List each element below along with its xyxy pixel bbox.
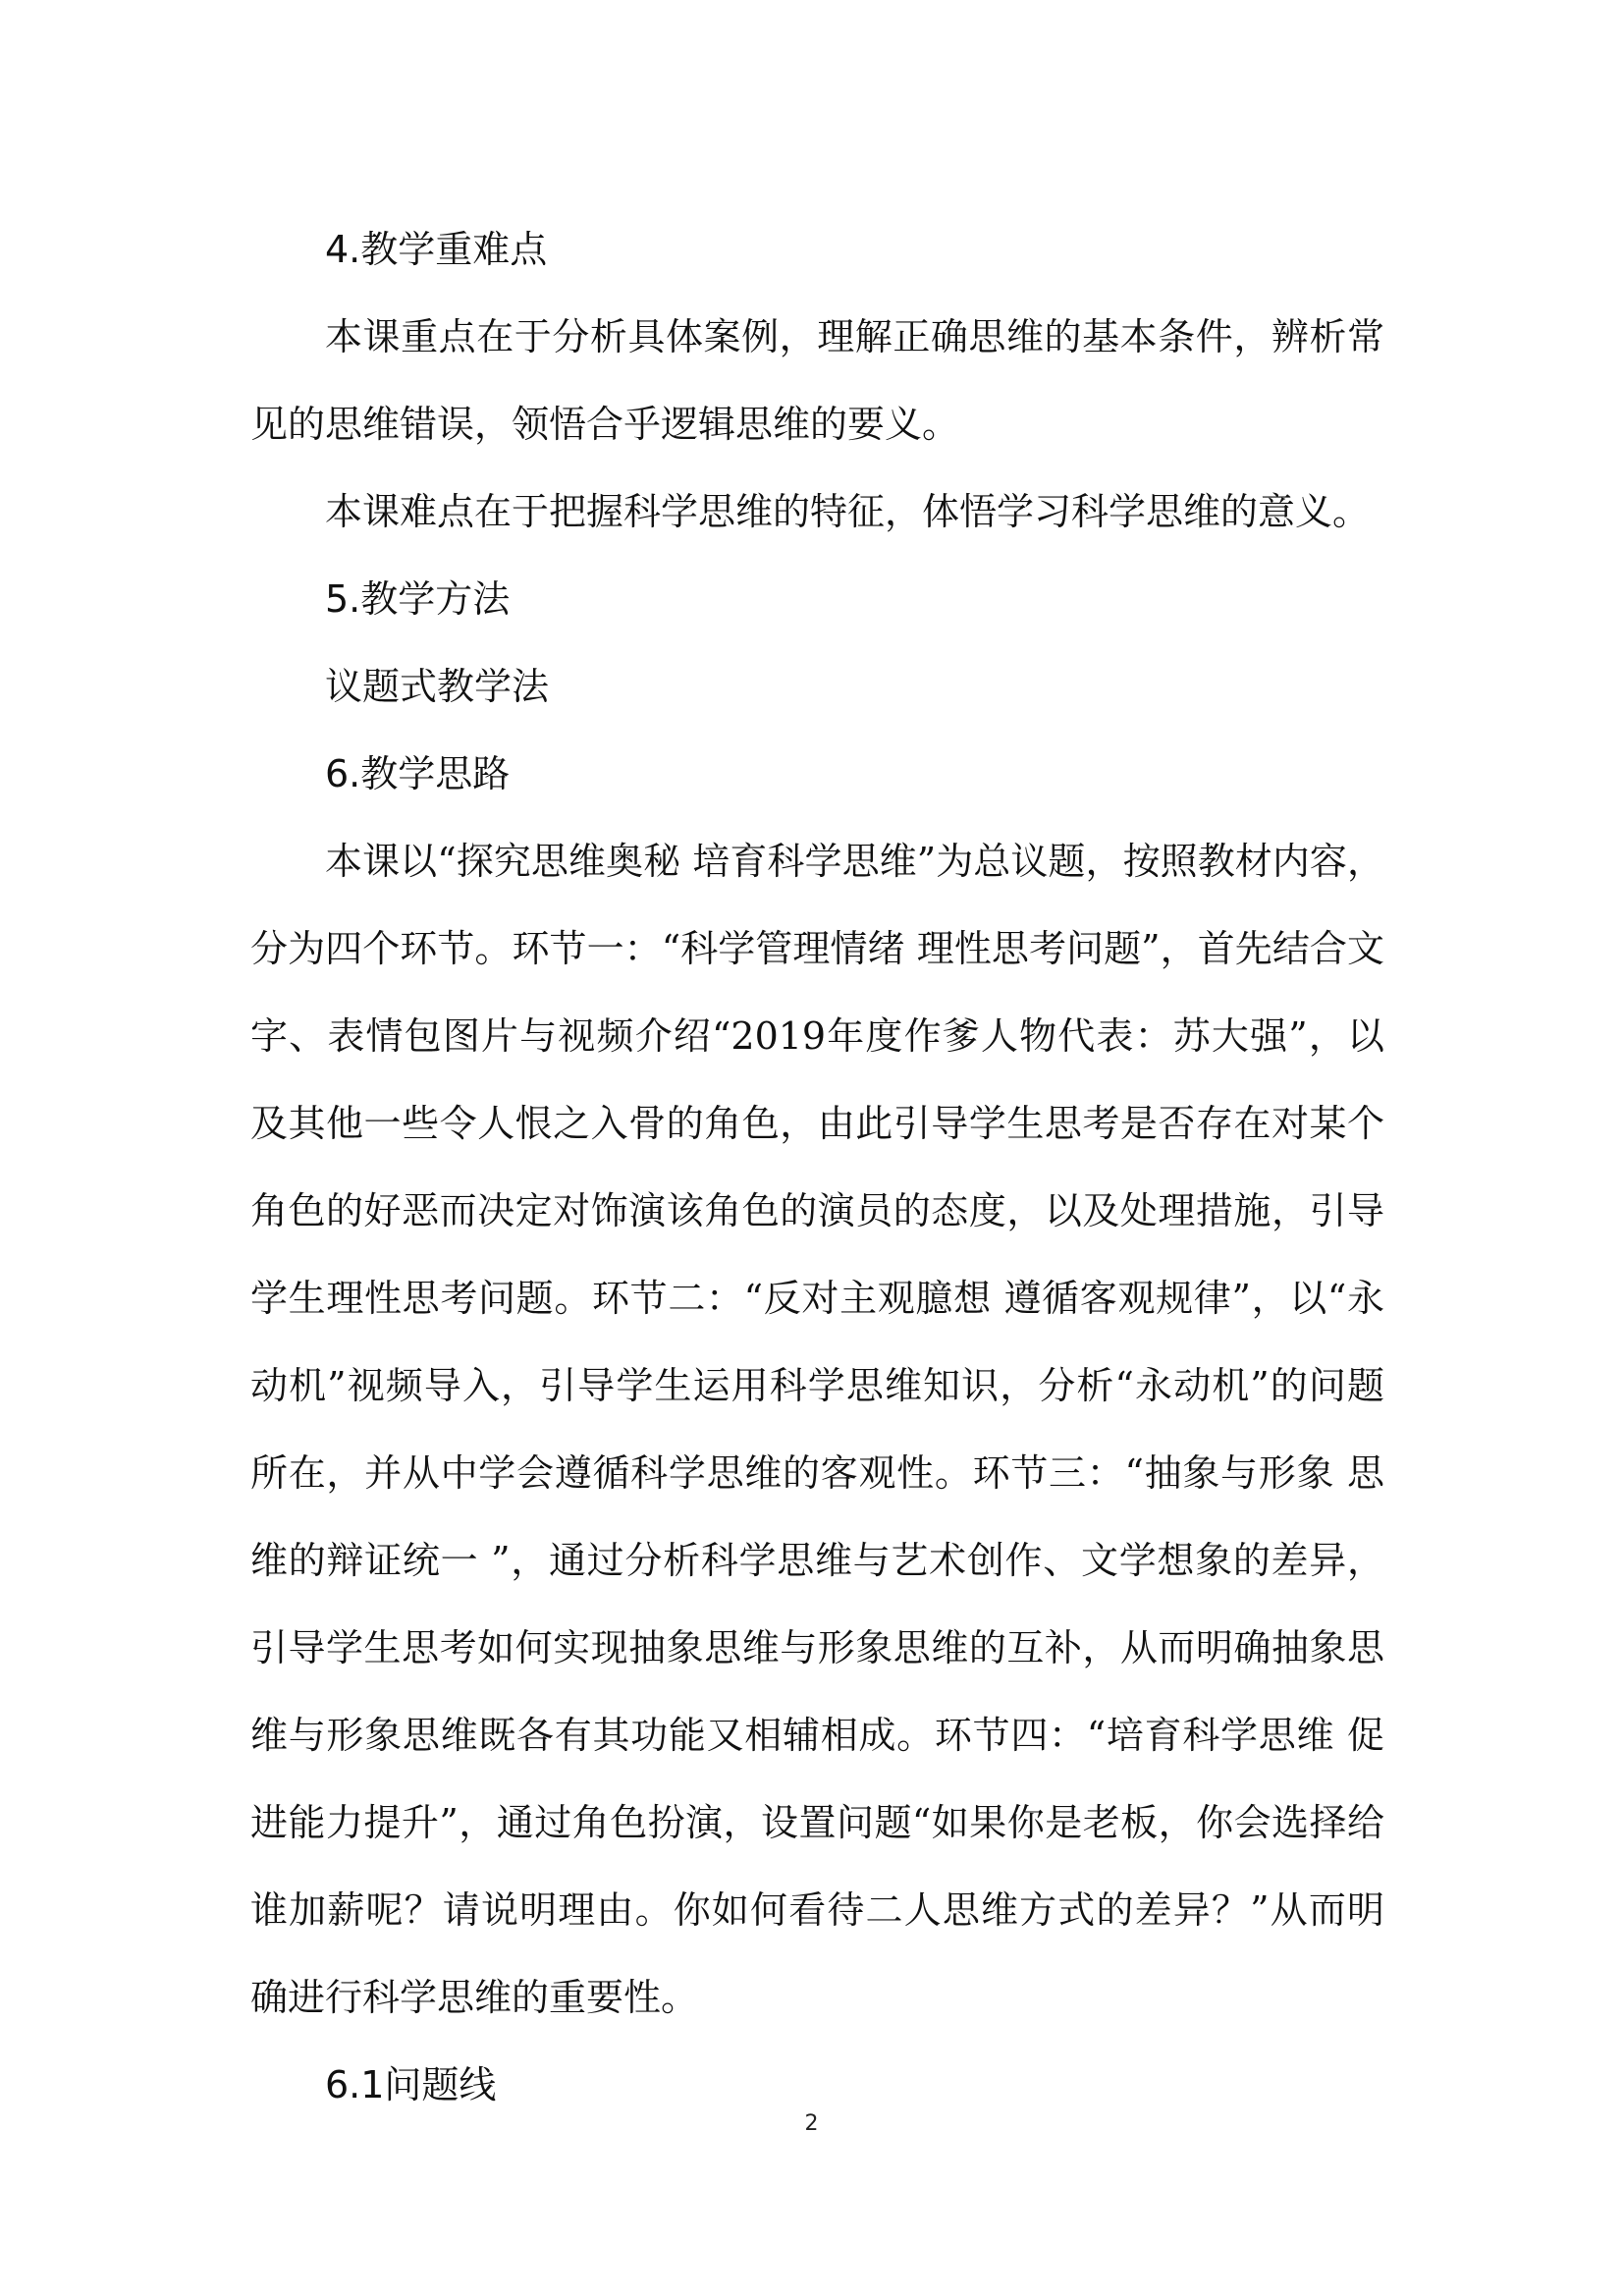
page-content bbox=[250, 206, 1384, 2129]
section-heading-key-points: 4.教学重难点 bbox=[325, 228, 548, 271]
difficult-points-paragraph: 本课难点在于把握科学思维的特征，体悟学习科学思维的意义。 bbox=[325, 490, 1371, 533]
key-points-paragraph: 本课重点在于分析具体案例，理解正确思维的基本条件，辨析常见的思维错误，领悟合乎逻辑思维的要义。 bbox=[250, 315, 1384, 446]
section-heading-question-line: 6.1问题线 bbox=[325, 2063, 497, 2106]
methods-paragraph: 议题式教学法 bbox=[325, 665, 550, 708]
approach-paragraph: 本课以“探究思维奥秘 培育科学思维”为总议题，按照教材内容，分为四个环节。环节一：“科学管理情绪 理性思考问题”，首先结合文字、表情包图片与视频介绍“2019年度作爹人物代表：苏大强”，以及其他一些令人恨之入骨的角色，由此引导学生思考是否存在对某个角色的好恶而决定对饰演该角色的演员的态度，以及处理措施，引导学生理性思考问题。环节二：“反对主观臆想 遵循客观规律”，以“永动机”视频导入，引导学生运用科学思维知识，分析“永动机”的问题所在，并从中学会遵循科学思维的客观性。环节三：“抽象与形象 思维的辩证统一 ”，通过分析科学思维与艺术创作、文学想象的差异，引导学生思考如何实现抽象思维与形象思维的互补，从而明确抽象思维与形象思维既各有其功能又相辅相成。环节四：“培育科学思维 促进能力提升”，通过角色扮演，设置问题“如果你是老板，你会选择给谁加薪呢？请说明理由。你如何看待二人思维方式的差异？”从而明确进行科学思维的重要性。 bbox=[250, 840, 1384, 2019]
section-heading-approach: 6.教学思路 bbox=[325, 752, 511, 795]
page-number: 2 bbox=[804, 2111, 819, 2136]
section-heading-methods: 5.教学方法 bbox=[325, 577, 511, 621]
